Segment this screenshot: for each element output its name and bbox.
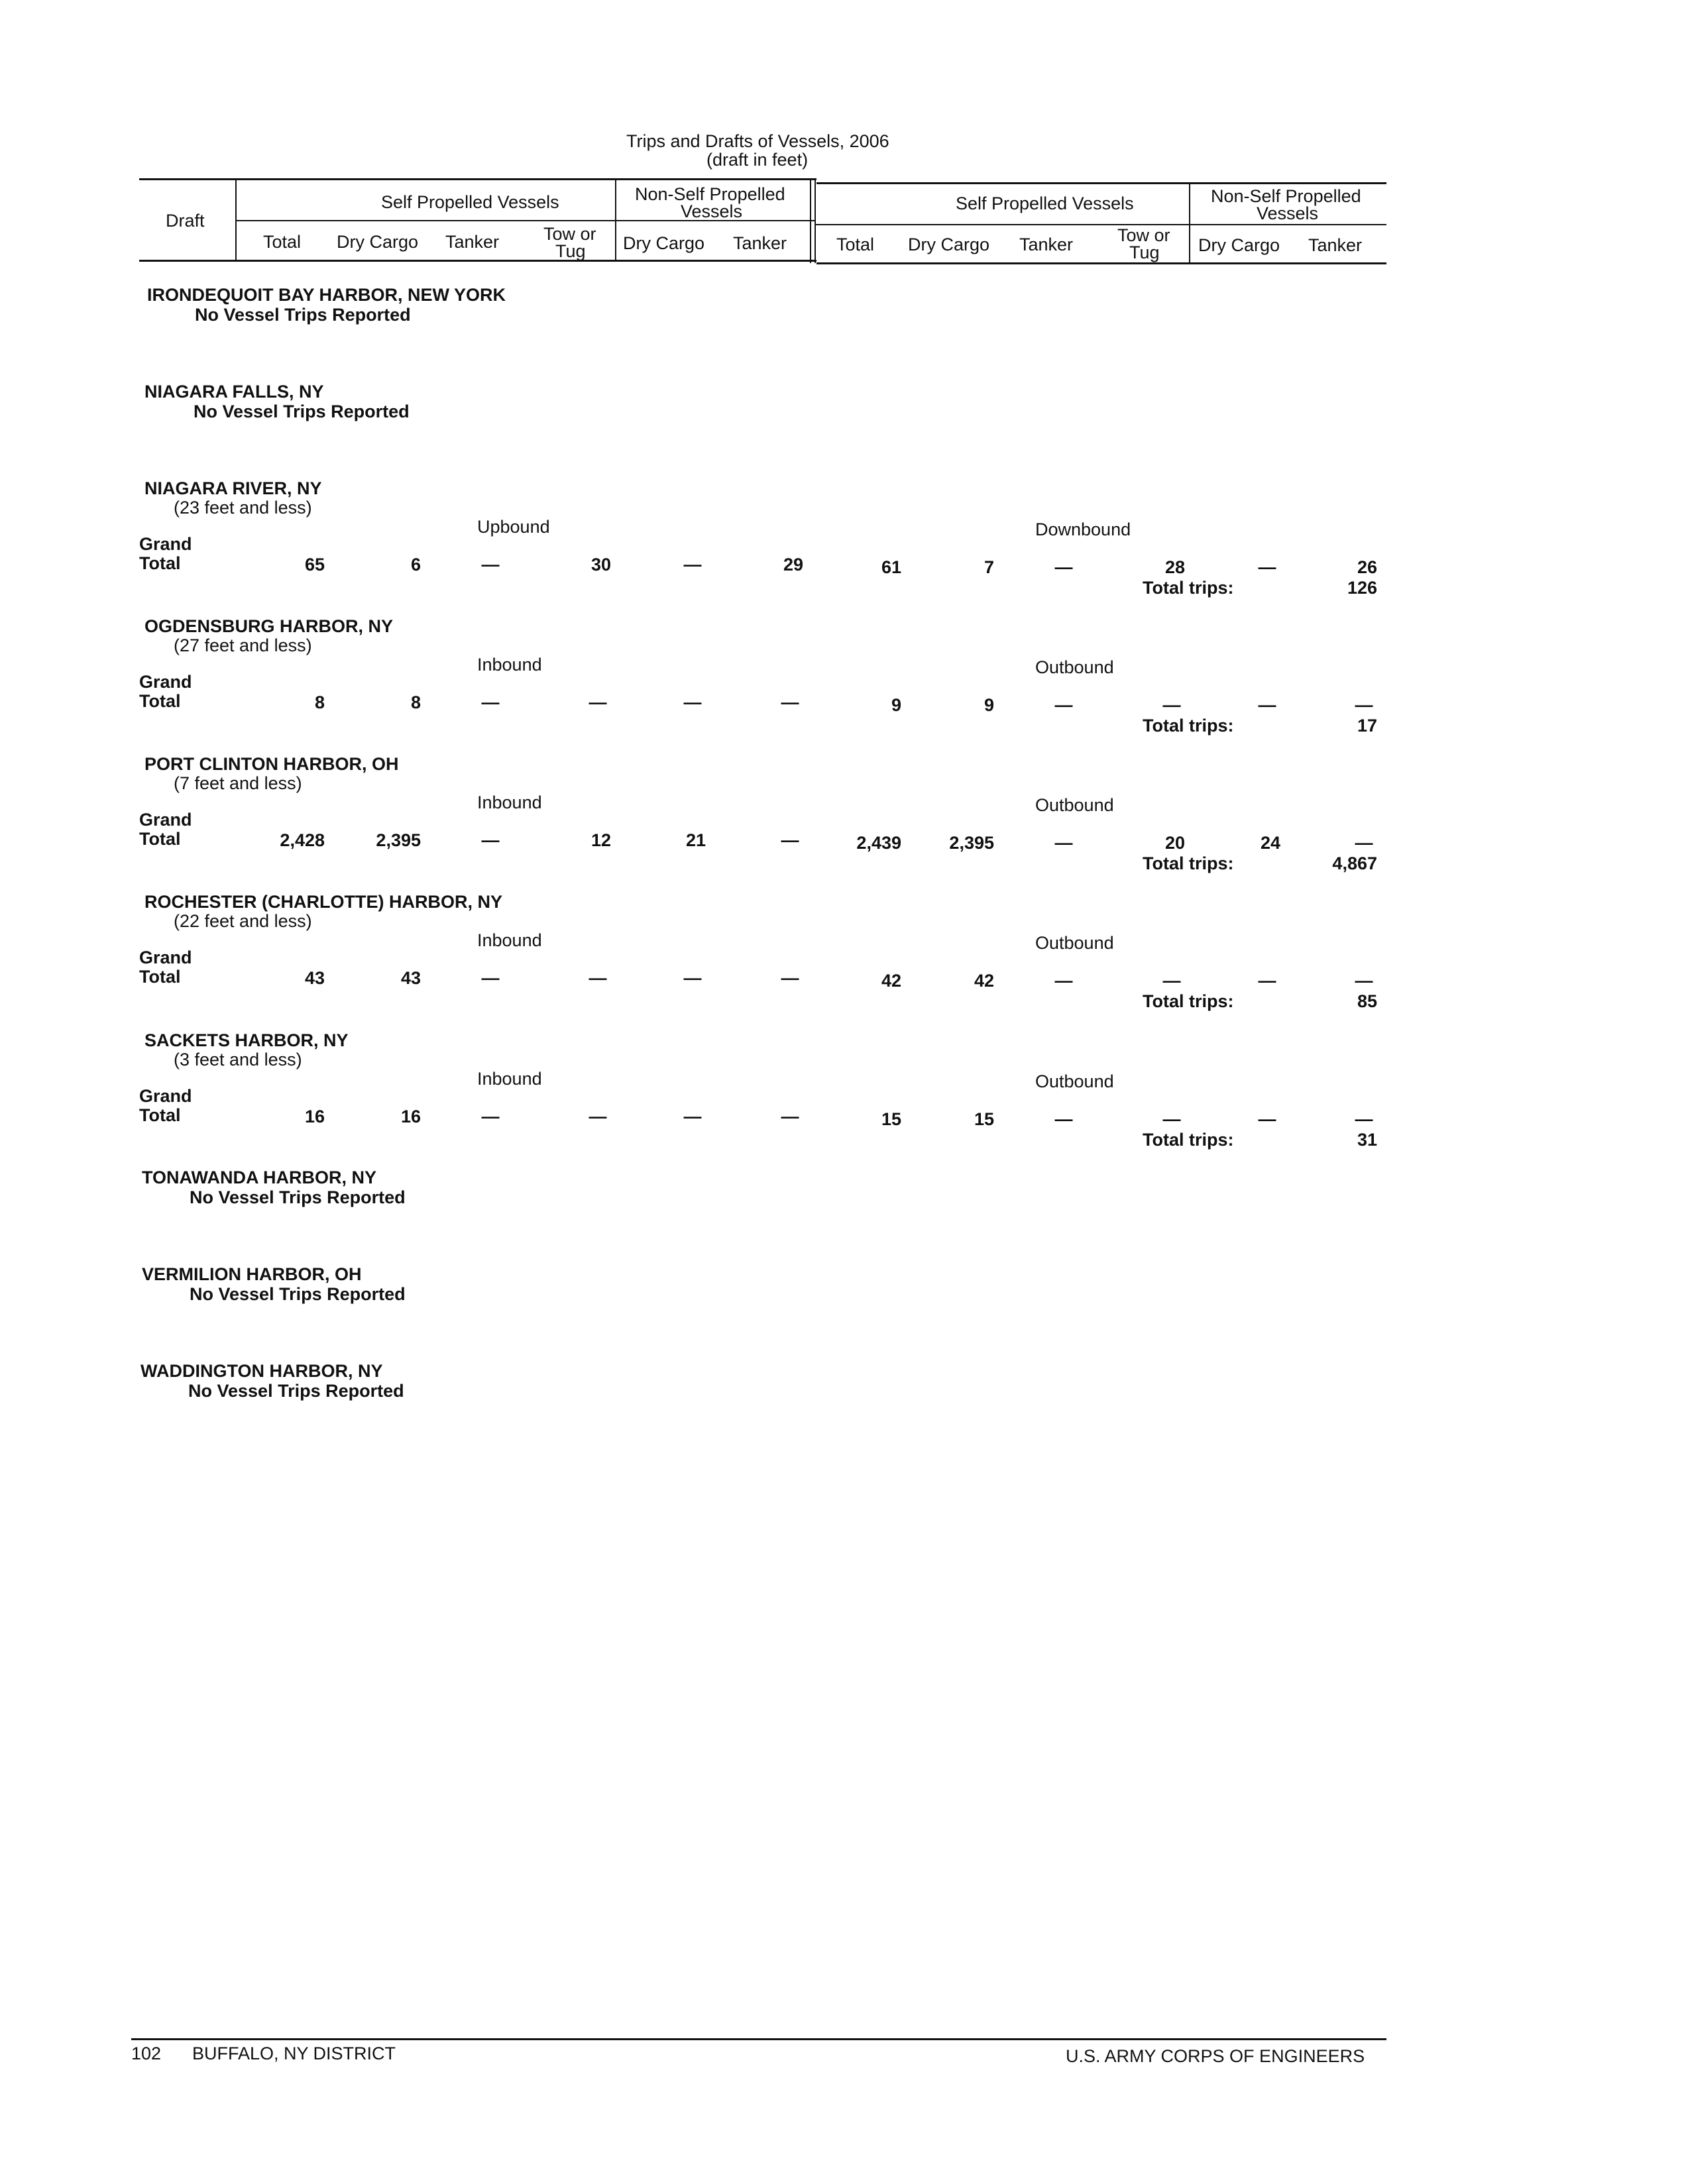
section-tonawanda-note: No Vessel Trips Reported bbox=[190, 1187, 406, 1207]
header-sep-nsp-right bbox=[1189, 182, 1190, 263]
cell-dash: — bbox=[589, 692, 607, 712]
cell-value: 2,428 bbox=[280, 830, 325, 850]
direction-label-first: Inbound bbox=[477, 930, 542, 950]
total-trips-label: Total trips: bbox=[1143, 1130, 1234, 1150]
direction-label-second: Outbound bbox=[1035, 795, 1114, 815]
grand-label: Grand bbox=[139, 672, 192, 692]
grand-label: Grand bbox=[139, 948, 192, 967]
cell-dash: — bbox=[1162, 695, 1181, 715]
report-subtitle: (draft in feet) bbox=[706, 150, 809, 170]
header-bottom-rule-right bbox=[816, 262, 1386, 264]
total-trips-label: Total trips: bbox=[1143, 578, 1234, 598]
report-title: Trips and Drafts of Vessels, 2006 bbox=[626, 131, 889, 151]
header-sep-middle-a bbox=[810, 180, 811, 263]
cell-dash: — bbox=[589, 968, 607, 988]
direction-label-second: Outbound bbox=[1035, 657, 1114, 677]
total-label: Total bbox=[139, 691, 181, 711]
footer-rule bbox=[131, 2038, 1386, 2040]
cell-value: 8 bbox=[410, 692, 421, 712]
cell-dash: — bbox=[781, 968, 799, 988]
header-col-total-1: Total bbox=[263, 232, 302, 252]
cell-dash: — bbox=[1162, 1109, 1181, 1129]
total-trips-value: 126 bbox=[1347, 578, 1377, 598]
cell-value: 20 bbox=[1164, 833, 1185, 853]
cell-dash: — bbox=[1258, 557, 1276, 577]
direction-label-first: Inbound bbox=[477, 1069, 542, 1089]
total-trips-value: 85 bbox=[1357, 991, 1377, 1011]
cell-dash: — bbox=[481, 692, 500, 712]
section-irondequoit-note: No Vessel Trips Reported bbox=[195, 305, 411, 325]
total-trips-label: Total trips: bbox=[1143, 716, 1234, 736]
cell-value: 2,395 bbox=[376, 830, 421, 850]
cell-dash: — bbox=[1258, 971, 1276, 991]
cell-dash: — bbox=[1355, 833, 1373, 853]
total-trips-value: 4,867 bbox=[1332, 853, 1377, 873]
cell-dash: — bbox=[481, 968, 500, 988]
direction-label-second: Outbound bbox=[1035, 933, 1114, 953]
header-sep-middle-b bbox=[815, 180, 816, 263]
cell-value: 42 bbox=[881, 971, 901, 991]
cell-dash: — bbox=[683, 1107, 702, 1126]
cell-dash: — bbox=[1054, 833, 1073, 853]
cell-value: 16 bbox=[304, 1107, 325, 1126]
header-col-tanker-4: Tanker bbox=[1308, 235, 1363, 255]
footer-page-number: 102 bbox=[131, 2044, 162, 2063]
header-col-dry-cargo-4: Dry Cargo bbox=[1198, 235, 1280, 255]
cell-dash: — bbox=[1162, 971, 1181, 991]
cell-dash: — bbox=[683, 692, 702, 712]
total-label: Total bbox=[139, 553, 181, 573]
cell-value: 9 bbox=[891, 695, 901, 715]
cell-dash: — bbox=[1355, 971, 1373, 991]
cell-dash: — bbox=[781, 1107, 799, 1126]
direction-label-first: Upbound bbox=[477, 517, 550, 537]
cell-dash: — bbox=[589, 1107, 607, 1126]
section-waddington-note: No Vessel Trips Reported bbox=[188, 1381, 404, 1401]
cell-dash: — bbox=[481, 830, 500, 850]
header-self-propelled-1: Self Propelled Vessels bbox=[381, 192, 559, 212]
header-col-dry-cargo-2: Dry Cargo bbox=[623, 233, 705, 253]
header-sep-draft bbox=[235, 178, 237, 261]
cell-value: 15 bbox=[881, 1109, 901, 1129]
direction-label-second: Downbound bbox=[1035, 519, 1131, 539]
cell-dash: — bbox=[781, 830, 799, 850]
total-label: Total bbox=[139, 967, 181, 987]
section-name: NIAGARA RIVER, NY bbox=[144, 478, 322, 498]
section-name: ROCHESTER (CHARLOTTE) HARBOR, NY bbox=[144, 892, 502, 912]
header-draft: Draft bbox=[166, 211, 205, 231]
header-col-tanker-2: Tanker bbox=[733, 233, 787, 253]
cell-dash: — bbox=[1258, 1109, 1276, 1129]
cell-dash: — bbox=[1258, 695, 1276, 715]
header-mid-rule-right bbox=[815, 224, 1386, 225]
cell-value: 29 bbox=[783, 555, 803, 574]
total-label: Total bbox=[139, 1105, 181, 1125]
section-draft-range: (22 feet and less) bbox=[174, 911, 312, 931]
total-label: Total bbox=[139, 829, 181, 849]
cell-value: 9 bbox=[984, 695, 994, 715]
total-trips-value: 17 bbox=[1357, 716, 1377, 736]
direction-label-second: Outbound bbox=[1035, 1071, 1114, 1091]
header-top-rule-left bbox=[139, 178, 816, 180]
total-trips-label: Total trips: bbox=[1143, 991, 1234, 1011]
footer-agency: U.S. ARMY CORPS OF ENGINEERS bbox=[1066, 2046, 1365, 2066]
section-vermilion-name: VERMILION HARBOR, OH bbox=[142, 1264, 362, 1284]
header-top-rule-right bbox=[816, 182, 1386, 184]
section-draft-range: (7 feet and less) bbox=[174, 773, 302, 793]
header-nsp-1-line2: Vessels bbox=[681, 201, 743, 221]
cell-dash: — bbox=[1054, 1109, 1073, 1129]
section-name: OGDENSBURG HARBOR, NY bbox=[144, 616, 394, 636]
total-trips-value: 31 bbox=[1357, 1130, 1377, 1150]
grand-label: Grand bbox=[139, 1086, 192, 1106]
cell-value: 7 bbox=[984, 557, 994, 577]
cell-value: 30 bbox=[591, 555, 611, 574]
header-col-total-2: Total bbox=[836, 235, 875, 254]
cell-dash: — bbox=[481, 1107, 500, 1126]
cell-dash: — bbox=[683, 555, 702, 574]
cell-dash: — bbox=[781, 692, 799, 712]
cell-dash: — bbox=[683, 968, 702, 988]
grand-label: Grand bbox=[139, 810, 192, 830]
cell-value: 8 bbox=[314, 692, 325, 712]
cell-value: 65 bbox=[304, 555, 325, 574]
section-draft-range: (27 feet and less) bbox=[174, 635, 312, 655]
header-col-tanker-1: Tanker bbox=[445, 232, 500, 252]
header-col-tow-2-line2: Tug bbox=[1129, 243, 1160, 262]
header-col-dry-cargo-1: Dry Cargo bbox=[337, 232, 419, 252]
section-draft-range: (23 feet and less) bbox=[174, 498, 312, 518]
cell-value: 2,395 bbox=[949, 833, 994, 853]
header-sep-nsp-left bbox=[615, 178, 616, 261]
section-draft-range: (3 feet and less) bbox=[174, 1050, 302, 1069]
header-self-propelled-2: Self Propelled Vessels bbox=[956, 193, 1134, 213]
cell-dash: — bbox=[1054, 971, 1073, 991]
cell-value: 43 bbox=[400, 968, 421, 988]
cell-value: 16 bbox=[400, 1107, 421, 1126]
cell-dash: — bbox=[1054, 557, 1073, 577]
cell-value: 6 bbox=[410, 555, 421, 574]
direction-label-first: Inbound bbox=[477, 655, 542, 675]
header-nsp-2-line1: Non-Self Propelled bbox=[1211, 186, 1361, 206]
cell-value: 43 bbox=[304, 968, 325, 988]
grand-label: Grand bbox=[139, 534, 192, 554]
section-irondequoit-name: IRONDEQUOIT BAY HARBOR, NEW YORK bbox=[147, 285, 506, 305]
header-col-dry-cargo-3: Dry Cargo bbox=[908, 235, 990, 254]
direction-label-first: Inbound bbox=[477, 792, 542, 812]
header-col-tanker-3: Tanker bbox=[1019, 235, 1074, 254]
cell-value: 24 bbox=[1260, 833, 1280, 853]
cell-value: 61 bbox=[881, 557, 901, 577]
header-col-tow-1-line1: Tow or bbox=[543, 224, 596, 244]
header-col-tow-1-line2: Tug bbox=[555, 241, 586, 261]
section-tonawanda-name: TONAWANDA HARBOR, NY bbox=[142, 1168, 377, 1187]
cell-dash: — bbox=[481, 555, 500, 574]
header-nsp-2-line2: Vessels bbox=[1257, 203, 1319, 223]
section-name: SACKETS HARBOR, NY bbox=[144, 1030, 349, 1050]
cell-value: 42 bbox=[974, 971, 994, 991]
cell-dash: — bbox=[1355, 695, 1373, 715]
cell-value: 2,439 bbox=[856, 833, 901, 853]
cell-dash: — bbox=[1054, 695, 1073, 715]
section-waddington-name: WADDINGTON HARBOR, NY bbox=[141, 1361, 383, 1381]
cell-value: 26 bbox=[1357, 557, 1377, 577]
section-name: PORT CLINTON HARBOR, OH bbox=[144, 754, 399, 774]
section-niagara-falls-note: No Vessel Trips Reported bbox=[194, 402, 410, 421]
cell-value: 12 bbox=[591, 830, 611, 850]
cell-dash: — bbox=[1355, 1109, 1373, 1129]
cell-value: 15 bbox=[974, 1109, 994, 1129]
header-bottom-rule-left bbox=[139, 260, 816, 262]
header-nsp-1-line1: Non-Self Propelled bbox=[635, 184, 785, 204]
section-vermilion-note: No Vessel Trips Reported bbox=[190, 1284, 406, 1304]
header-col-tow-2-line1: Tow or bbox=[1117, 225, 1170, 245]
section-niagara-falls-name: NIAGARA FALLS, NY bbox=[144, 382, 324, 402]
total-trips-label: Total trips: bbox=[1143, 853, 1234, 873]
cell-value: 21 bbox=[685, 830, 706, 850]
cell-value: 28 bbox=[1164, 557, 1185, 577]
footer-district: BUFFALO, NY DISTRICT bbox=[192, 2044, 396, 2063]
